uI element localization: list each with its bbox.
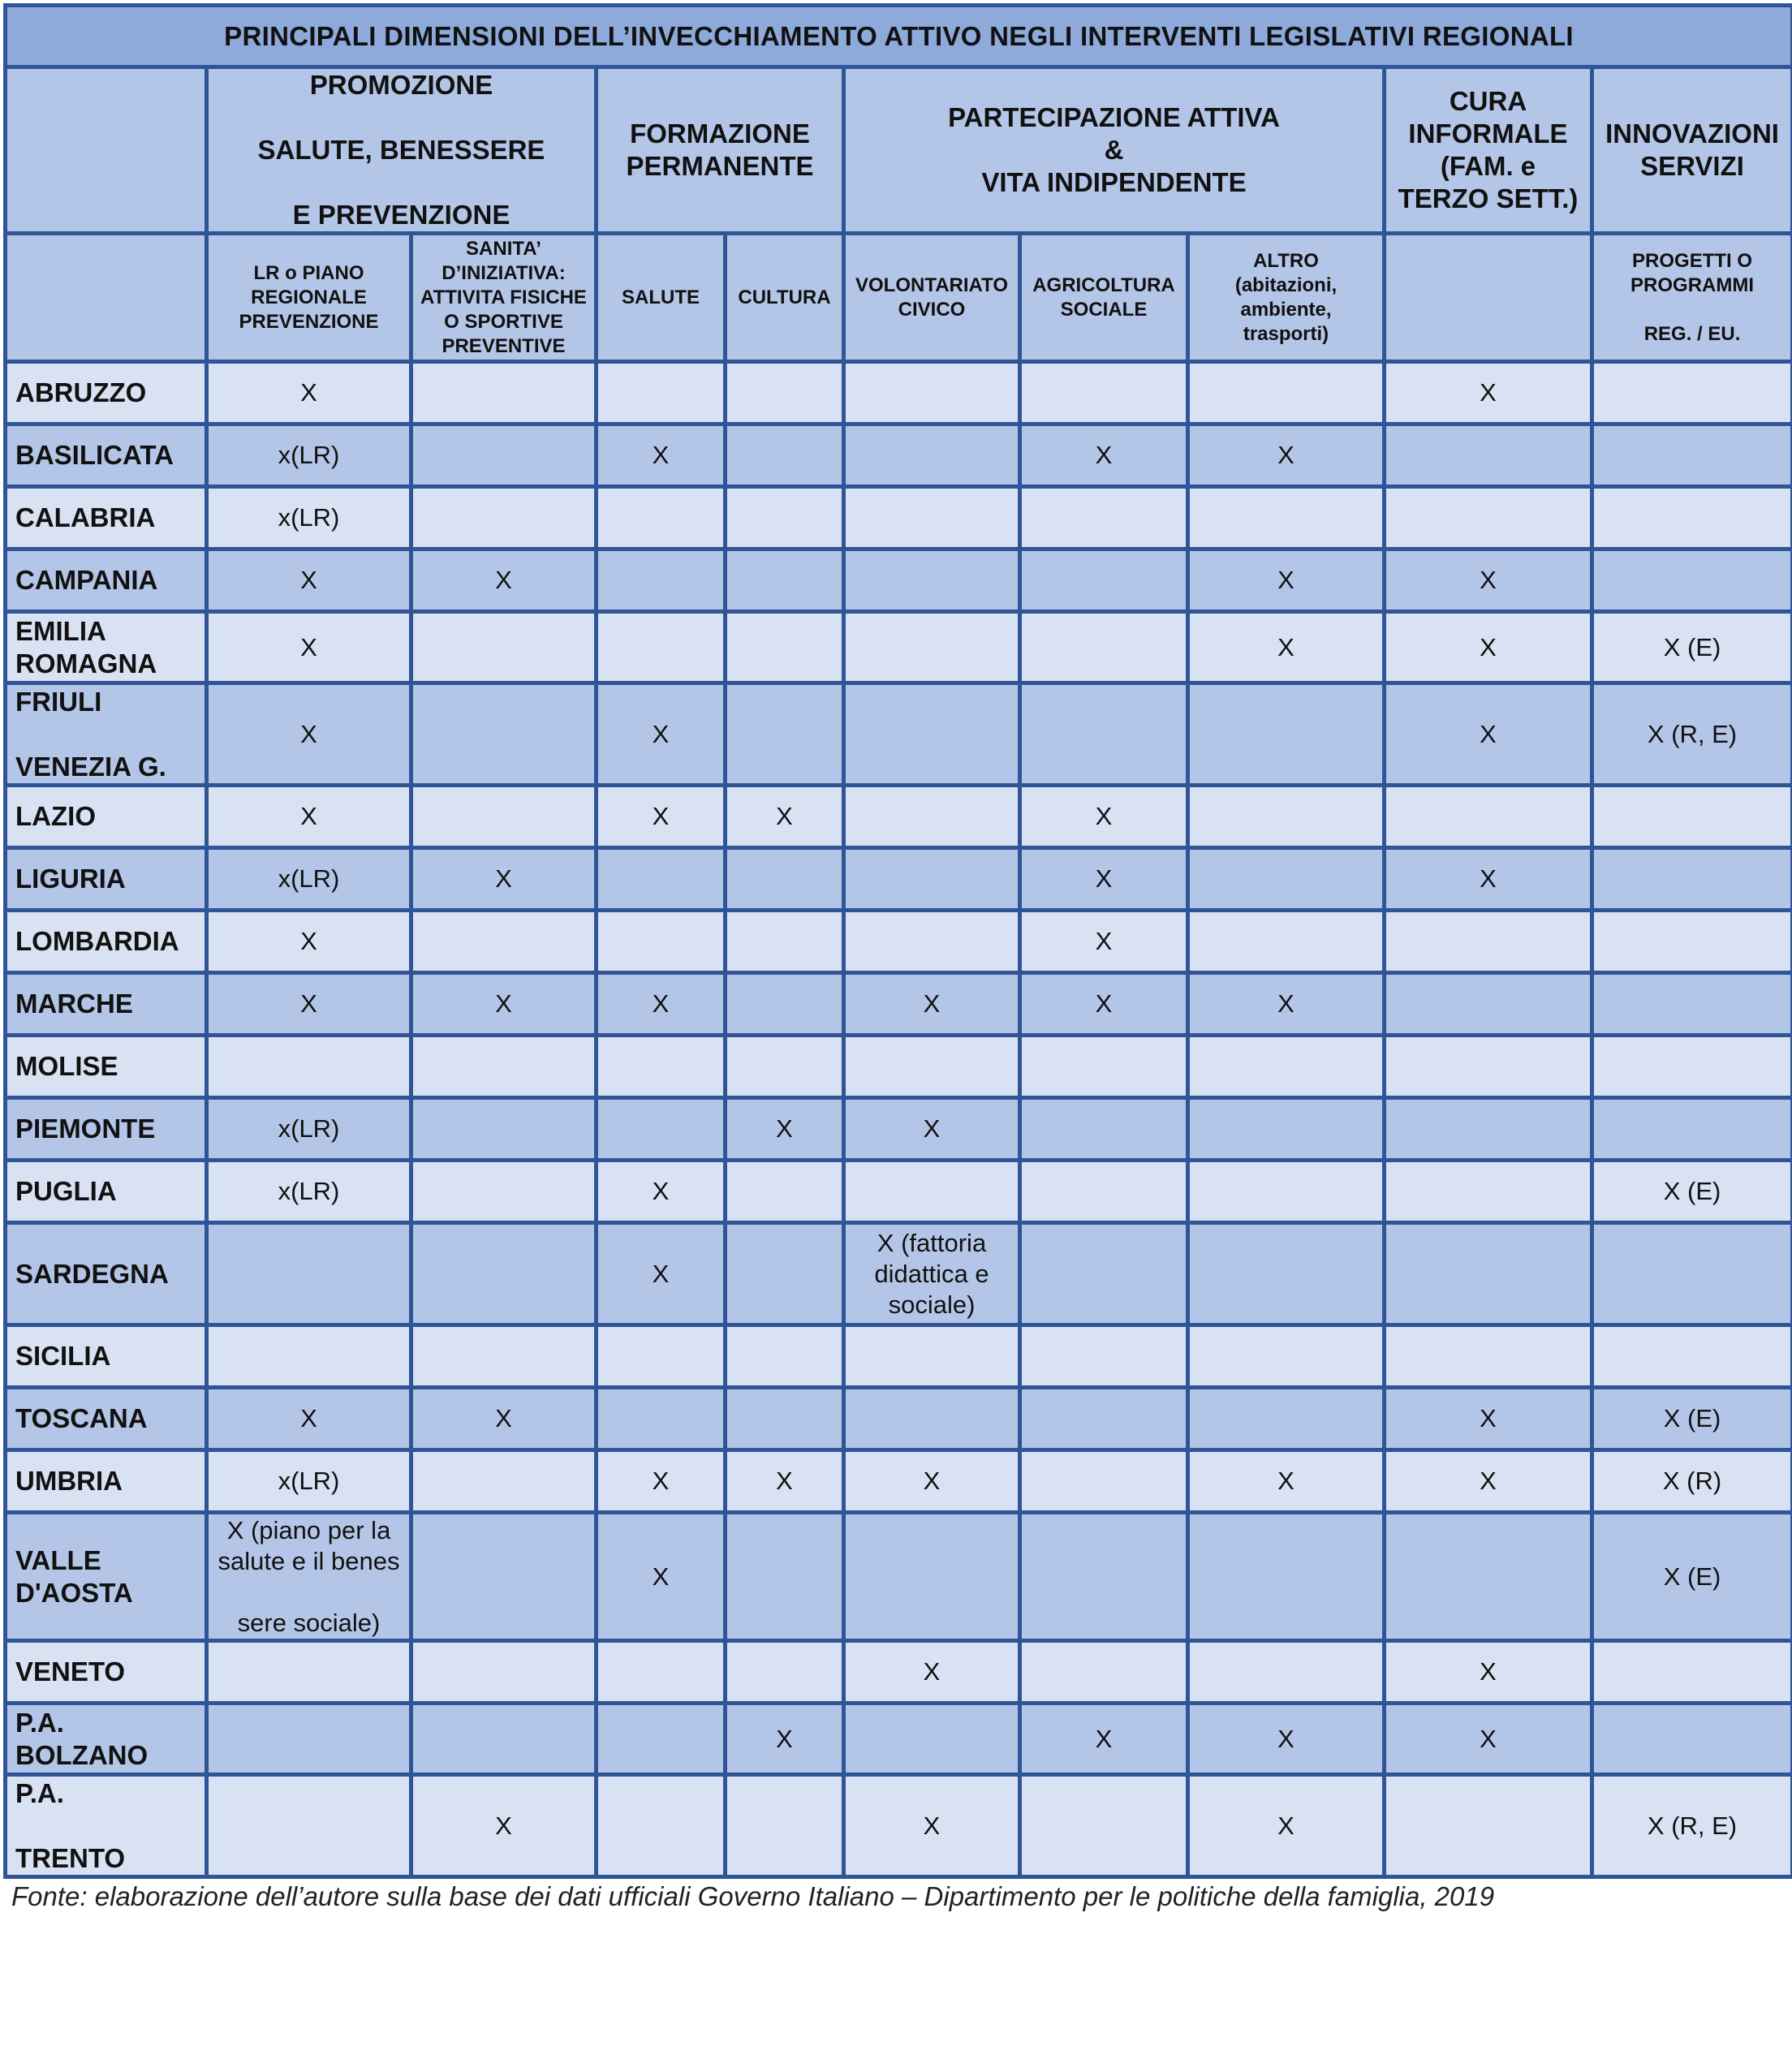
table-cell [726,1036,844,1098]
table-cell [726,1388,844,1450]
subheader-lr-piano: LR o PIANO REGIONALE PREVENZIONE [207,234,411,362]
table-cell [411,1223,597,1325]
table-cell: X [1188,1704,1385,1775]
table-cell [726,424,844,487]
region-name: TOSCANA [6,1388,207,1450]
table-cell [1592,973,1792,1036]
table-cell: X [1188,549,1385,612]
table-cell [597,487,726,549]
table-cell [1385,973,1592,1036]
table-row [6,1036,1792,1098]
table-cell [411,362,597,424]
region-name: PUGLIA [6,1161,207,1223]
table-cell [726,1223,844,1325]
table-cell: X [1385,612,1592,683]
table-cell: x(LR) [207,424,411,487]
table-cell: X [1385,1388,1592,1450]
table-cell [1020,549,1188,612]
table-cell [411,1098,597,1161]
table-cell [411,1036,597,1098]
table-cell [207,1325,411,1388]
table-cell [1385,786,1592,848]
table-cell [1385,424,1592,487]
table-cell [726,1325,844,1388]
table-body [6,362,1792,1877]
table-cell [411,683,597,786]
table-cell: X (R, E) [1592,1775,1792,1877]
table-row [6,1513,1792,1641]
table-row [6,1325,1792,1388]
table-cell [597,848,726,911]
table-row [6,487,1792,549]
table-cell: X [597,973,726,1036]
table-cell [1592,1036,1792,1098]
table-cell: X [411,1388,597,1450]
table-title: PRINCIPALI DIMENSIONI DELL’INVECCHIAMENTO ATTIVO NEGLI INTERVENTI LEGISLATIVI REGIONALI [6,6,1792,67]
table-cell [844,1325,1020,1388]
table-cell [1385,1513,1592,1641]
table-cell: X [1188,973,1385,1036]
table-cell: X (piano per la salute e il benes sere sociale) [207,1513,411,1641]
table-row [6,848,1792,911]
table-cell [1188,1641,1385,1704]
region-name: UMBRIA [6,1450,207,1513]
table-cell: X [844,1641,1020,1704]
table-cell [1385,1036,1592,1098]
group-header-promozione: PROMOZIONE SALUTE, BENESSERE E PREVENZIONE [207,67,597,234]
table-cell [1592,1223,1792,1325]
table-cell: X (E) [1592,1388,1792,1450]
table-row [6,1223,1792,1325]
table-cell [1020,1036,1188,1098]
subheader-cultura: CULTURA [726,234,844,362]
region-name: LAZIO [6,786,207,848]
table-cell [1592,487,1792,549]
table-cell: X [597,683,726,786]
table-cell [207,1036,411,1098]
table-cell [597,612,726,683]
region-name: VALLE D'AOSTA [6,1513,207,1641]
table-cell: X [1385,683,1592,786]
table-cell [726,549,844,612]
table-cell: X [726,1450,844,1513]
table-cell [207,1704,411,1775]
table-row [6,1775,1792,1877]
table-cell [597,1036,726,1098]
table-row [6,973,1792,1036]
table-cell: X [207,612,411,683]
table-cell [844,1161,1020,1223]
region-name: P.A. TRENTO [6,1775,207,1877]
group-header-cura-informale: CURA INFORMALE (FAM. e TERZO SETT.) [1385,67,1592,234]
region-name: P.A. BOLZANO [6,1704,207,1775]
table-cell [726,1161,844,1223]
table-cell: X [597,1161,726,1223]
group-header-partecipazione: PARTECIPAZIONE ATTIVA & VITA INDIPENDENTE [844,67,1385,234]
table-cell [844,362,1020,424]
table-cell: X (R) [1592,1450,1792,1513]
table-cell [844,549,1020,612]
table-cell [411,1641,597,1704]
table-cell: X (E) [1592,1513,1792,1641]
table-cell [726,487,844,549]
table-cell [411,487,597,549]
table-row [6,362,1792,424]
table-row [6,424,1792,487]
table-cell [844,612,1020,683]
table-cell [726,973,844,1036]
region-name: PIEMONTE [6,1098,207,1161]
table-cell [1020,1161,1188,1223]
table-cell: X [411,1775,597,1877]
table-cell: X [1385,1641,1592,1704]
region-name: BASILICATA [6,424,207,487]
region-name: LOMBARDIA [6,911,207,973]
table-cell [411,612,597,683]
table-cell [844,848,1020,911]
table-cell [1385,1775,1592,1877]
table-cell: X [597,424,726,487]
table-cell [597,362,726,424]
regional-policy-table [3,3,1792,1879]
group-header-formazione: FORMAZIONE PERMANENTE [597,67,844,234]
table-cell [1385,1161,1592,1223]
subheader-altro: ALTRO (abitazioni, ambiente, trasporti) [1188,234,1385,362]
table-cell: X [1385,549,1592,612]
table-cell [1020,1325,1188,1388]
table-cell: X [726,786,844,848]
region-name: FRIULI VENEZIA G. [6,683,207,786]
table-cell [1592,549,1792,612]
table-cell [1188,1161,1385,1223]
subheader-volontariato: VOLONTARIATO CIVICO [844,234,1020,362]
table-cell [726,1775,844,1877]
table-cell: X [1020,424,1188,487]
table-cell [844,911,1020,973]
table-cell [597,1704,726,1775]
table-cell [844,1388,1020,1450]
table-cell [411,1161,597,1223]
table-cell [1020,1098,1188,1161]
table-cell: X [1188,1775,1385,1877]
table-cell [207,1641,411,1704]
table-cell [411,424,597,487]
table-cell [207,1223,411,1325]
table-cell [1020,1775,1188,1877]
table-cell: X (E) [1592,1161,1792,1223]
table-cell [1188,786,1385,848]
table-cell [1592,1704,1792,1775]
table-cell [844,683,1020,786]
subheader-cura-blank [1385,234,1592,362]
table-cell [1188,1223,1385,1325]
table-cell [844,786,1020,848]
table-cell: X [844,1450,1020,1513]
corner-cell [6,67,207,234]
table-cell: X [1020,973,1188,1036]
table-cell [1188,362,1385,424]
table-cell: X [1020,786,1188,848]
table-cell: x(LR) [207,1161,411,1223]
table-cell [1020,1641,1188,1704]
table-cell [726,1641,844,1704]
table-cell [1020,612,1188,683]
table-cell [411,786,597,848]
table-cell: X [1188,1450,1385,1513]
region-name: LIGURIA [6,848,207,911]
table-row [6,911,1792,973]
table-row [6,612,1792,683]
table-cell [1188,1036,1385,1098]
table-cell [597,1325,726,1388]
region-name: EMILIA ROMAGNA [6,612,207,683]
table-cell: X [1188,612,1385,683]
table-cell [1592,786,1792,848]
table-cell: X [411,848,597,911]
table-cell [844,487,1020,549]
table-cell [1020,1513,1188,1641]
group-header-innovazioni: INNOVAZIONI SERVIZI [1592,67,1792,234]
table-cell: X (E) [1592,612,1792,683]
table-cell: X [411,549,597,612]
table-cell: X [726,1098,844,1161]
table-cell: X [1385,362,1592,424]
table-row [6,1161,1792,1223]
table-cell [1592,848,1792,911]
table-cell: X [207,973,411,1036]
table-cell [726,612,844,683]
subheader-progetti: PROGETTI O PROGRAMMI REG. / EU. [1592,234,1792,362]
table-cell [1385,911,1592,973]
table-cell: X [207,911,411,973]
table-cell [1020,487,1188,549]
table-row [6,1450,1792,1513]
table-cell [597,911,726,973]
table-row [6,549,1792,612]
table-cell [1592,1641,1792,1704]
table-cell: X [1385,1704,1592,1775]
table-cell: X [207,549,411,612]
table-cell [411,1704,597,1775]
region-name: VENETO [6,1641,207,1704]
table-cell [726,911,844,973]
table-cell: X [207,362,411,424]
table-cell: X [1385,1450,1592,1513]
table-cell: X [844,1775,1020,1877]
table-cell: X [597,1513,726,1641]
table-cell [1385,1223,1592,1325]
table-cell [726,1513,844,1641]
source-note: Fonte: elaborazione dell’autore sulla base dei dati ufficiali Governo Italiano – Dipartimento per le politiche della famiglia, 2019 [11,1881,1495,1911]
region-name: CAMPANIA [6,549,207,612]
table-cell [411,1450,597,1513]
table-cell: X [844,1098,1020,1161]
table-cell [844,1036,1020,1098]
table-cell: X [597,1450,726,1513]
table-cell [726,683,844,786]
table-cell [1188,487,1385,549]
table-cell: x(LR) [207,1098,411,1161]
subheader-sanita-iniziativa: SANITA’ D’INIZIATIVA: ATTIVITA FISICHE O SPORTIVE PREVENTIVE [411,234,597,362]
table-cell [411,911,597,973]
table-cell [844,1704,1020,1775]
table-cell [207,1775,411,1877]
table-cell [844,424,1020,487]
table-cell: X [1385,848,1592,911]
table-cell [597,1098,726,1161]
table-cell [1385,1098,1592,1161]
table-cell [597,549,726,612]
subheader-agricoltura: AGRICOLTURA SOCIALE [1020,234,1188,362]
table-cell [1385,487,1592,549]
table-cell: X [1020,1704,1188,1775]
table-cell: X [597,786,726,848]
region-name: CALABRIA [6,487,207,549]
regional-policy-table-container [3,3,1790,1879]
table-row [6,786,1792,848]
region-name: MARCHE [6,973,207,1036]
table-cell [1188,1098,1385,1161]
table-cell [726,362,844,424]
table-cell [1188,1513,1385,1641]
table-row [6,1388,1792,1450]
table-cell [411,1325,597,1388]
table-cell [1592,424,1792,487]
table-cell: X [207,683,411,786]
table-cell [1020,1223,1188,1325]
region-name: MOLISE [6,1036,207,1098]
table-cell: x(LR) [207,848,411,911]
table-cell: X [411,973,597,1036]
corner-cell-sub [6,234,207,362]
table-row [6,1098,1792,1161]
table-cell [1020,1388,1188,1450]
table-cell [1592,911,1792,973]
table-row [6,1641,1792,1704]
table-cell: X [1188,424,1385,487]
table-cell: X [597,1223,726,1325]
table-row [6,683,1792,786]
table-cell [597,1641,726,1704]
table-cell [1188,1388,1385,1450]
table-cell: X [207,786,411,848]
region-name: ABRUZZO [6,362,207,424]
table-cell [1592,1325,1792,1388]
table-cell [1592,1098,1792,1161]
table-cell: x(LR) [207,487,411,549]
table-cell [1020,1450,1188,1513]
table-cell [597,1775,726,1877]
table-cell [1188,1325,1385,1388]
table-cell [1188,911,1385,973]
table-cell [1020,683,1188,786]
table-row [6,1704,1792,1775]
table-cell: X (R, E) [1592,683,1792,786]
region-name: SICILIA [6,1325,207,1388]
table-cell: X [1020,911,1188,973]
region-name: SARDEGNA [6,1223,207,1325]
table-cell [411,1513,597,1641]
table-cell [844,1513,1020,1641]
table-cell [726,848,844,911]
table-cell: X [207,1388,411,1450]
table-cell: x(LR) [207,1450,411,1513]
table-cell [1385,1325,1592,1388]
table-cell [1188,848,1385,911]
table-cell: X [1020,848,1188,911]
table-cell: X [844,973,1020,1036]
table-cell: X (fattoria didattica e sociale) [844,1223,1020,1325]
table-cell [1188,683,1385,786]
subheader-salute: SALUTE [597,234,726,362]
table-cell [597,1388,726,1450]
table-cell [1592,362,1792,424]
table-cell [1020,362,1188,424]
table-cell: X [726,1704,844,1775]
